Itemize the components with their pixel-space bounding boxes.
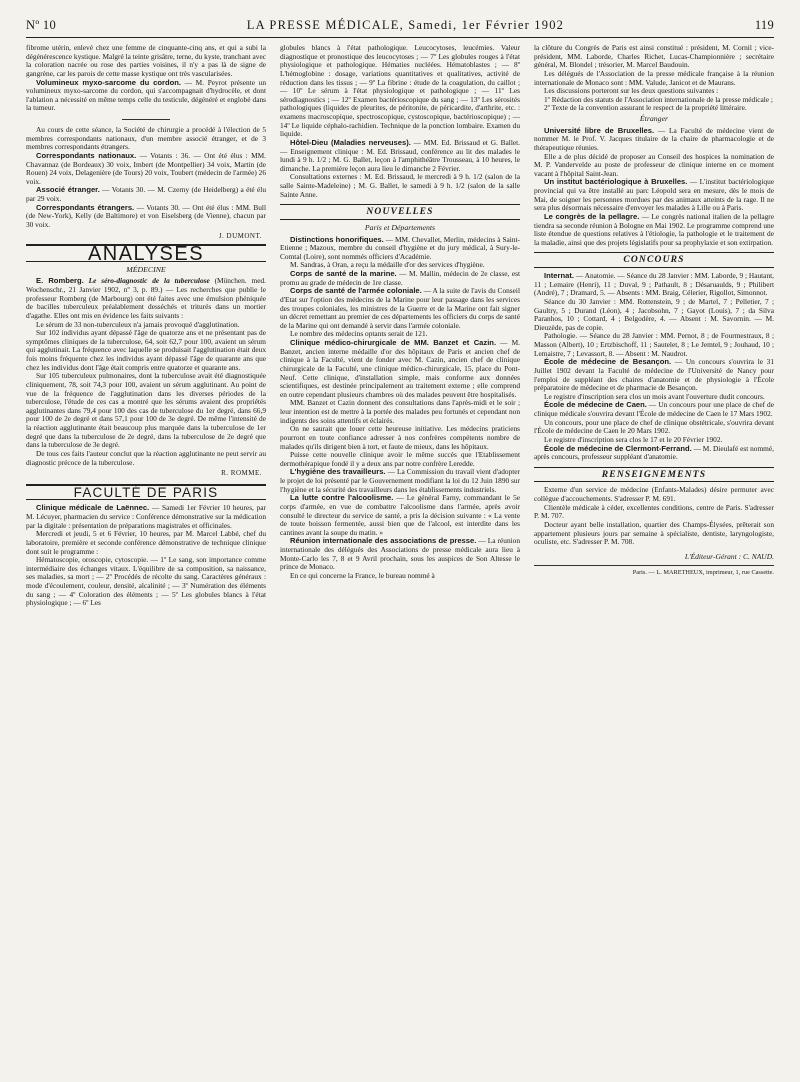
item-heading: Réunion internationale des associations de presse. — [290, 536, 477, 546]
item-text: — M. Dieulafé est nommé, après concours, professeur suppléant d'anatomie. — [534, 443, 774, 462]
paragraph — [534, 213, 774, 248]
paragraph — [26, 152, 266, 187]
paragraph: Les discussions porteront sur les deux questions suivantes : — [544, 86, 719, 96]
article-title: Le séro-diagnostic de la tuberculose — [83, 276, 210, 286]
item-text: — Samedi 1er Février 10 heures, par M. Lécuyer, pharmacien du service : Conférence démonstrative sur la médication par la digitale : présentation de préparations magistrales et officinales. — [26, 503, 266, 530]
classified-ad: Externe d'un service de médecine (Enfants-Malades) désire permuter avec collègue d'accouchements. S'adresser P. M. 691. — [534, 485, 774, 503]
item-heading: Volumineux myxo-sarcome du cordon. — [36, 77, 181, 87]
page-number: 119 — [754, 18, 774, 32]
item-heading: Corps de santé de l'armée coloniale. — [290, 286, 422, 296]
paragraph: Le sérum de 33 non-tuberculeux n'a jamais provoqué d'agglutination. — [36, 319, 240, 329]
item-heading: Distinctions honorifiques. — [290, 234, 384, 244]
author-name: E. Romberg. — [36, 276, 84, 286]
paragraph — [280, 468, 520, 494]
item-heading: École de médecine de Caen. — [544, 400, 647, 410]
item-text: — La Commission du travail vient d'adopter le projet de loi présenté par le Gouvernement modifiant la loi du 12 Juin 1890 sur l'hygiène et la sécurité des travailleurs dans les établissements industriels. — [280, 467, 520, 494]
paragraph: Mercredi et jeudi, 5 et 6 Février, 10 heures, par M. Marcel Labbé, chef du laboratoire, première et seconde conférence démonstrative de technique clinique dont suit le programme : — [26, 529, 266, 556]
item-heading: L'hygiène des travailleurs. — [290, 467, 386, 477]
item-heading: École de médecine de Besançon. — [544, 357, 672, 367]
paragraph: Pathologie. — Séance du 28 Janvier : MM. Pernot, 8 ; de Fourmestraux, 8 ; Masson (Albert), 10 ; Ertzbischoff, 11 ; Sautelet, 8 ; Le Jemtel, 9 ; Jouhaud, 10 ; Lemaistre, 7 ; Levassort, 8. — Absent : M. Naudrot. — [534, 331, 774, 358]
item-text: — Un concours s'ouvrira le 31 Juillet 1902 devant la Faculté de médecine de l'Université de Nancy pour l'emploi de suppléant des chaires d'anatomie et de physiologie à l'École préparatoire de médecine et de pharmacie de Besançon. — [534, 357, 774, 393]
item-text: — Le général Farny, commandant le 5e corps d'armée, en vue de combattre l'alcoolisme dans l'armée, après avoir consulté le directeur du service de santé, a pris la décision suivante : « La vente de toute boisson fermentée, aussi bien que de l'alcool, est interdite dans les cantines avant la soupe du matin. » — [280, 493, 520, 537]
paragraph — [26, 186, 266, 203]
paragraph — [280, 339, 520, 399]
paragraph: Puisse cette nouvelle clinique avoir le même succès que l'Etablissement dermothérapique fondé il y a deux ans par notre confrère Leredde. — [280, 450, 520, 468]
paragraph — [534, 127, 774, 153]
item-heading: Université libre de Bruxelles. — [544, 125, 655, 135]
item-text: — La réunion internationale des délégués des Associations de presse médicale aura lieu à Monte-Carlo les 7, 8 et 9 Avril prochain, sous les auspices de Son Altesse le prince de Monaco. — [280, 536, 520, 572]
paragraph: 2º Texte de la convention assurant le respect de la propriété littéraire. — [544, 103, 747, 113]
item-text: — Un concours pour une place de chef de clinique médicale s'ouvrira devant l'École de médecine de Caen le 17 Mars 1902. — [534, 400, 774, 418]
paragraph — [26, 204, 266, 230]
item-heading: Clinique médicale de Laënnec. — [36, 503, 150, 513]
item-text: — A la suite de l'avis du Conseil d'Etat sur l'option des médecins de la Marine pour leur passage dans les services des troupes coloniales, les ministres de la Guerre et de la Marine ont fait signer un décret remettant au premier de ces départements les officiers du corps de santé de la Marine qui ont demandé à servir dans l'armée coloniale. — [280, 286, 520, 330]
item-heading: Un institut bactériologique à Bruxelles. — [544, 177, 688, 187]
item-text: — M. Peyrot présente un volumineux myxo-sarcome du cordon, qui s'accompagnait d'hydrocèle, et dont l'ablation a nécessité en même temps celle du testicule, dégénéré et englobé dans la tumeur. — [26, 77, 266, 113]
paragraph: Elle a de plus décidé de proposer au Conseil des hospices la nomination de M. P. Vandervelde au poste de professeur de clinique interne en ce moment vacant à l'hôpital Saint-Jean. — [534, 151, 774, 178]
paragraph: Au cours de cette séance, la Société de chirurgie a procédé à l'élection de 5 membres correspondants nationaux, d'un membre associé étranger, et de 3 membres correspondants étrangers. — [26, 125, 266, 152]
issue-number: Nº 10 — [26, 18, 57, 32]
section-title-renseignements: RENSEIGNEMENTS — [534, 467, 774, 483]
paragraph: la clôture du Congrès de Paris est ainsi constitué : président, M. Cornil ; vice-président, MM. Laborde, Charles Richet, Lucas-Championnière ; secrétaire général, M. Blondel ; trésorier, M. Marcel Baudouin. — [534, 44, 774, 70]
item-text: — M. Banzet, ancien interne médaille d'or des hôpitaux de Paris et ancien chef de clinique à la Faculté, vient de fonder avec M. Cazin, ancien chef de clinique chirurgicale de la Faculté, une clinique médico-chirurgicale, 15, place du Pont-Neuf. Cette clinique, d'installation simple, mais conforme aux données scientifiques, est destinée principalement au traitement externe ; elle comprend en outre cependant plusieurs chambres où des malades peuvent être hospitalisés. — [280, 338, 520, 399]
column-2 — [280, 44, 520, 1054]
item-heading: Correspondants étrangers. — [36, 202, 135, 212]
item-heading: Associé étranger. — [36, 185, 100, 195]
item-text: — M. Mallin, médecin de 2e classe, est promu au grade de médecin de 1re classe. — [280, 269, 520, 287]
item-heading: École de médecine de Clermont-Ferrand. — [544, 443, 692, 453]
paragraph — [534, 445, 774, 462]
item-heading: Hôtel-Dieu (Maladies nerveuses). — [290, 137, 411, 147]
paragraph: Séance du 30 Janvier : MM. Rottenstein, 9 ; de Martel, 7 ; Pelletier, 7 ; Gaultry, 5 ; Durand (Léon), 4 ; Jacobsohn, 7 ; Gayot (Louis), 7 ; da Silva Paranhos, 10 ; Cottard, 4 ; Belgodère, 4. — Absent : M. Savornin. — M. Dieuzède, pas de copie. — [534, 296, 774, 332]
paragraph — [534, 358, 774, 393]
paragraph: Sur 102 individus ayant dépassé l'âge de quatorze ans et ne présentant pas de symptômes cliniques de la tuberculose, 64, soit 62,7 pour 100, avaient un sérum qui agglutinait. La fréquence avec laquelle se produisait l'agglutination était deux fois moins fréquente chez les individus ayant dépassé l'âge de quarante ans que chez les individus dont l'âge était compris entre quatorze et quarante ans. — [26, 328, 266, 372]
item-heading: Clinique médico-chirurgicale de MM. Banzet et Cazin. — [290, 338, 497, 347]
item-text: — Votants 30. — M. Czerny (de Heidelberg) a été élu par 29 voix. — [26, 185, 266, 203]
item-heading: Correspondants nationaux. — [36, 150, 137, 160]
paragraph: Sur 105 tuberculeux pulmonaires, dont la tuberculose avait été diagnostiquée cliniquement, 78, soit 74,3 pour 100, avaient un sérum agglutinant. Au point de vue de la fréquence de l'agglutination dans les diverses périodes de la tuberculose, l'étude de ces cas a montré que les sérums avaient des propriétés agglutinantes dans 79,4 pour 100 des cas de tuberculose du 1er degré, dans 66,9 pour 100 de 2e degré et dans 57,1 pour 100 de 3e degré. De même l'intensité de la réaction agglutinante était beaucoup plus marquée dans la tuberculose de 1er degré que dans la tuberculose de 2e degré, dans la tuberculose de 2e degré que dans la tuberculose de 3e degré. — [26, 371, 266, 450]
item-heading: Le congrès de la pellagre. — [544, 211, 640, 221]
section-title-concours: CONCOURS — [534, 252, 774, 268]
publisher-line: L'Éditeur-Gérant : C. NAUD. — [684, 551, 774, 561]
page-header — [26, 18, 774, 38]
paragraph — [280, 287, 520, 330]
printer-line: Paris. — L. MARETHEUX, imprimeur, 1, rue Cassette. — [534, 565, 774, 578]
signature: J. DUMONT. — [218, 231, 262, 240]
section-title-faculte: FACULTÉ DE PARIS — [26, 484, 266, 501]
subsection-title: Étranger — [639, 114, 669, 123]
item-text: (München. med. Wochenschr., 21 Janvier 1902, nº 3, p. 89.) — Les recherches que publie le professeur Romberg (de Marbourg) ont été faites avec une émulsion phéniquée de bacilles tuberculeux préalablement desséchés et triturés dans un mortier d'agathe. Elles ont mis en évidence les faits suivants : — [26, 276, 266, 320]
item-text: — Le congrès national italien de la pellagre tiendra sa seconde réunion à Bologne en Mai 1902. Le programme comprend une liste étendue de questions relatives à l'étiologie, la pathologie et le traitement de la maladie, ainsi que des projets législatifs pour sa prophylaxie et son extirpation. — [534, 211, 774, 247]
paragraph: On ne saurait que louer cette heureuse initiative. Les médecins praticiens pourront en toute confiance adresser à nos confrères compétents nombre de malades qu'ils dirigent bien à tort, et faute de mieux, dans les hôpitaux. — [280, 424, 520, 451]
item-text: — Votants : 36. — Ont été élus : MM. Chavannaz (de Bordeaux) 30 voix, Imbert (de Montpellier) 34 voix, Martin (de Rouen) 24 voix, Delagenière (de Tours) 20 voix, Toubert (médecin de l'armée) 26 voix. — [26, 150, 266, 186]
paragraph: Hématoscopie, oroscopie, cytoscopie. — 1º Le sang, son importance comme intermédiaire des échanges vitaux. L'équilibre de sa composition, sa naissance, ses maladies, sa mort ; — 2º Procédés de récolte du sang. Caractères généraux : mode d'écoulement, couleur, densité, alcalinité ; — 3º Numération des éléments du sang ; — 4º Coloration des éléments ; — 5º Les globules blancs à l'état physiologique ; — 6º Les — [26, 555, 266, 608]
paragraph — [534, 401, 774, 418]
item-text: — Anatomie. — Séance du 28 Janvier : MM. Laborde, 9 ; Hautant, 11 ; Lemaire (Henri), 11 ; Duval, 9 ; Pathault, 8 ; Désaruaulds, 9 ; Philibert (André), 7 ; Dramard, 5. — Absents : MM. Braig, Célerier, Rigollot, Simonnot. — [534, 271, 774, 298]
journal-title: LA PRESSE MÉDICALE, Samedi, 1er Février 1902 — [246, 18, 565, 32]
column-3 — [534, 44, 774, 1054]
columns — [26, 44, 774, 1054]
item-text: — MM. Chevallet, Merlin, médecins à Saint-Etienne ; Mazoux, membre du conseil d'hygiène et du jury médical, à Sury-le-Comtal (Loire), sont nommés officiers d'Académie. — [280, 234, 520, 261]
paragraph — [280, 270, 520, 287]
paragraph — [280, 537, 520, 572]
paragraph — [534, 178, 774, 213]
paragraph: Les délégués de l'Association de la presse médicale française à la réunion internationale de Monaco sont : MM. Valude, Janicot et de Maurans. — [534, 68, 774, 87]
paragraph — [26, 79, 266, 114]
paragraph: Un concours, pour une place de chef de clinique obstétricale, s'ouvrira devant l'École de médecine de Caen le 20 Mars 1902. — [534, 417, 774, 436]
paragraph: Le registre d'inscription sera clos le 17 et le 20 Février 1902. — [544, 434, 723, 444]
item-text: — Votants 30. — Ont été élus : MM. Bull (de New-York), Kelly (de Baltimore) et von Eiselsberg (de Vienne), chacun par 30 voix. — [26, 202, 266, 229]
paragraph: M. Sandras, à Oran, a reçu la médaille d'or des services d'hygiène. — [290, 260, 485, 270]
paragraph: Consultations externes : M. Ed. Brissaud, le mercredi à 9 h. 1/2 (salon de la salle Sainte-Madeleine) ; M. G. Ballet, le samedi à 9 h. 1/2 (salon de la salle Sainte Anne. — [280, 172, 520, 199]
paragraph — [26, 504, 266, 530]
paragraph: MM. Banzet et Cazin donnent des consultations dans l'après-midi et le soir ; leur intention est de mettre à la portée des malades peu fortunés et cependant non indigents des soins attentifs et éclairés. — [280, 398, 520, 425]
divider — [122, 119, 170, 120]
paragraph — [534, 272, 774, 298]
paragraph: En ce qui concerne la France, le bureau nommé à — [290, 570, 435, 580]
paragraph — [280, 236, 520, 262]
subsection-title: MÉDECINE — [126, 264, 166, 274]
subsection-title: Paris et Départements — [364, 222, 436, 232]
paragraph: Le registre d'inscription sera clos un mois avant l'ouverture dudit concours. — [544, 391, 765, 401]
paragraph: De tous ces faits l'auteur conclut que la réaction agglutinante ne peut servir au diagnostic précoce de la tuberculose. — [26, 448, 266, 467]
paragraph: 1º Rédaction des statuts de l'Association internationale de la presse médicale ; — [544, 94, 773, 104]
paragraph: Le nombre des médecins optants serait de 121. — [290, 329, 428, 339]
item-heading: Internat. — [544, 271, 574, 280]
classified-ad: Docteur ayant belle installation, quartier des Champs-Élysées, prêterait son appartement plusieurs jours par semaine à spécialiste, dentiste, laryngologiste, oculiste, etc. S'adresser P. M. 708. — [534, 519, 774, 547]
paragraph: globules blancs à l'état pathologique. Leucocytoses, leucémies. Valeur diagnostique et pronostique des leucocytoses ; — 7º Les globules rouges à l'état physiologique et pathologique. Hématies nucléées. Hématoblastes ; — 8º L'hémoglobine : dosage, variations quantitatives et qualitatives, activité de réduction dans les tissus ; — 9º La fibrine : étude de la coagulation, du caillot ; — 10º Le sérum à l'état physiologique et pathologique ; — 11º Les sérodiagnostics ; — 12º Examen bactérioscopique du sang ; — 13º Les sérosités pathologiques (liquides de pleurites, de péritonite, de péricardite, d'arthrite, etc. : examens macroscopique, spectroscopique, cystoscopique, bactérioscopique) ; — 14º Le liquide céphalo-rachidien. Technique de la ponction lombaire. Examen du liquide. — [280, 44, 520, 139]
section-title-nouvelles: NOUVELLES — [280, 204, 520, 220]
item-heading: La lutte contre l'alcoolisme. — [290, 493, 394, 503]
section-title-analyses: ANALYSES — [26, 244, 266, 262]
paragraph — [280, 494, 520, 537]
paragraph — [26, 277, 266, 320]
paragraph: fibrome utérin, enlevé chez une femme de cinquante-cinq ans, et qui a subi la dégénérescence kystique. Malgré la teinte grisâtre, terne, du kyste, tranchant avec la coloration nacrée ou rose des parties voisines, il n'y a pas là de signe de gangrène, car les parois de cette masse kystique ont très vascularisées. — [26, 44, 266, 78]
item-text: — L'institut bactériologique provincial qui va être installé au parc Léopold sera en mesure, dès le mois de Mai, de soigner les personnes mordues par des animaux atteints de la rage. Il ne sera plus désormais nécessaire d'envoyer les malades à Lille ou à Paris. — [534, 177, 774, 213]
item-text: — MM. Ed. Brissaud et G. Ballet. — Enseignement clinique : M. Ed. Brissaud, conférence au lit des malades le lundi à 9 h. 1/2 ; M. G. Ballet, leçon à l'amphithéâtre Trousseau, à 10 heures, le dimanche. La première leçon aura lieu le dimanche 2 Février. — [280, 137, 520, 173]
classified-ad: Clientèle médicale à céder, excellentes conditions, centre de Paris. S'adresser P. M. 707. — [534, 502, 774, 521]
signature: R. ROMME. — [221, 469, 262, 478]
column-1 — [26, 44, 266, 1054]
paragraph — [280, 139, 520, 174]
item-text: — La Faculté de médecine vient de nommer M. le Prof. V. Jacques titulaire de la chaire de pharmacologie et de thérapeutique réunies. — [534, 125, 774, 152]
item-heading: Corps de santé de la marine. — [290, 269, 397, 278]
